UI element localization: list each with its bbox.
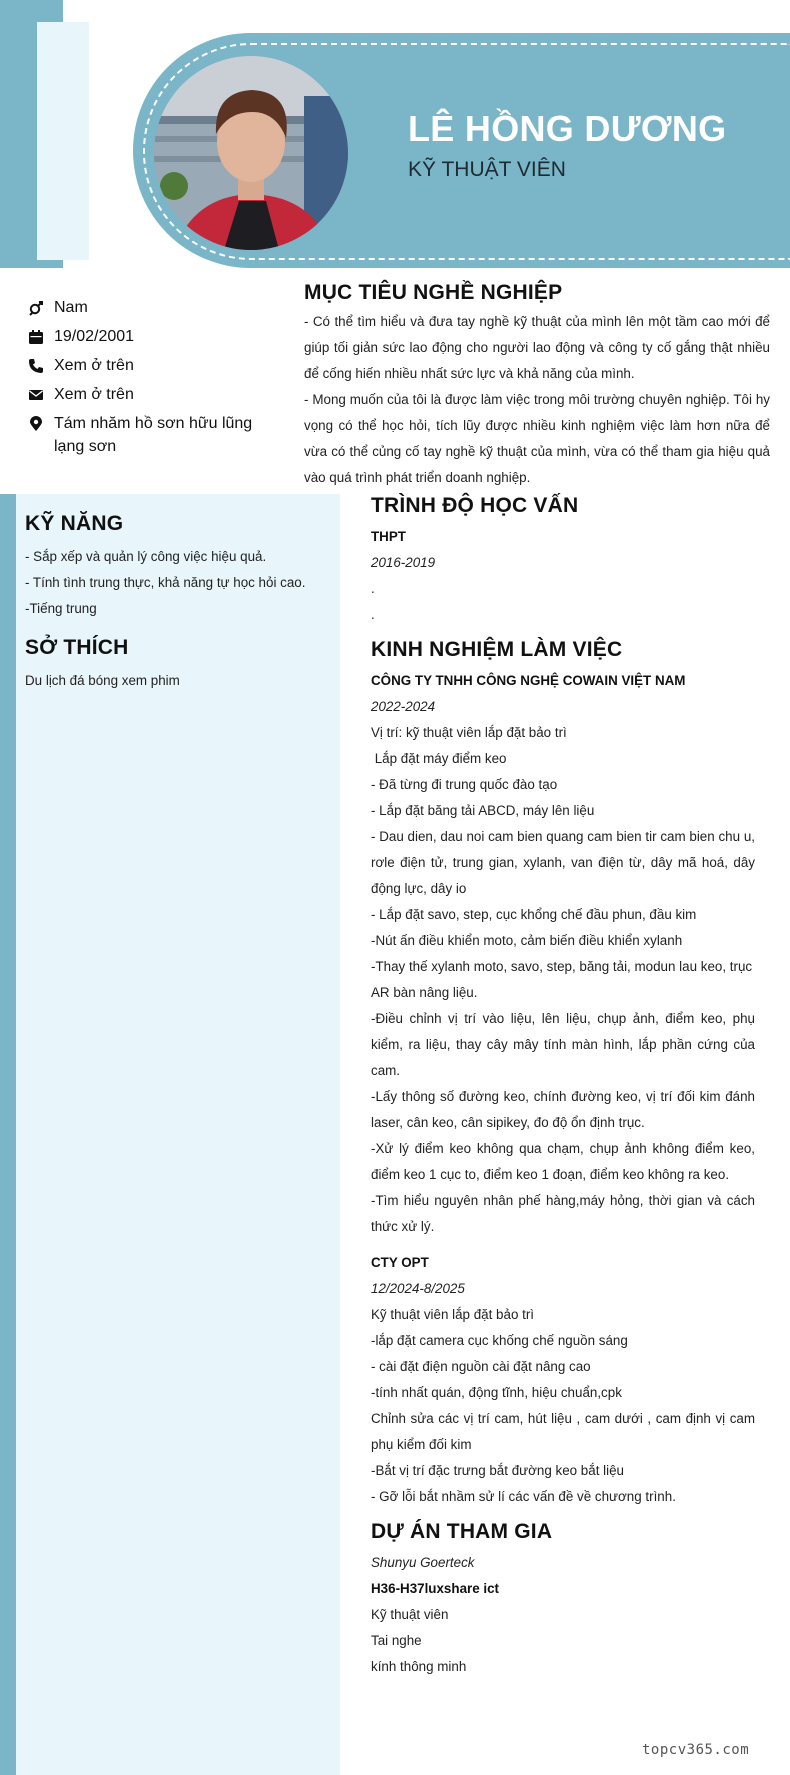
school-name: THPT	[371, 529, 406, 544]
career-objective	[304, 281, 774, 491]
job-detail-line: -Bắt vị trí đặc trưng bắt đường keo bắt liệu	[371, 1463, 624, 1478]
job-detail-line: -Lấy thông số đường keo, chính đường keo, vị trí đối kim đánh laser, cân keo, cân sipikey, đo độ ổn định trục.	[371, 1089, 759, 1130]
job-period: 2022-2024	[371, 699, 436, 714]
gender-icon	[28, 298, 54, 317]
project-line: kính thông minh	[371, 1659, 467, 1674]
birthday-value: 19/02/2001	[54, 328, 135, 345]
skills-title: KỸ NĂNG	[25, 512, 124, 535]
job-detail-line: - Lắp đặt savo, step, cục khổng chế đầu phun, đầu kim	[371, 907, 697, 922]
project-name: H36-H37luxshare ict	[371, 1581, 500, 1596]
phone-icon	[28, 356, 54, 375]
watermark: topcv365.com	[642, 1742, 750, 1758]
phone-value: Xem ở trên	[54, 357, 134, 374]
email-value: Xem ở trên	[54, 386, 134, 403]
objective-text	[304, 309, 774, 491]
job-detail-line: -Tìm hiểu nguyên nhân phế hàng,máy hỏng, thời gian và cách thức xử lý.	[371, 1193, 759, 1234]
job-company: CTY OPT	[371, 1255, 429, 1270]
projects-title: DỰ ÁN THAM GIA	[371, 1520, 553, 1543]
education-line: .	[371, 581, 375, 596]
project-line: Kỹ thuật viên	[371, 1607, 449, 1622]
contact-phone	[28, 356, 268, 375]
contact-info	[28, 298, 268, 468]
job-detail-line: - Lắp đặt băng tải ABCD, máy lên liệu	[371, 803, 595, 818]
job-detail-line: Chỉnh sửa các vị trí cam, hút liệu , cam dưới , cam định vị cam phụ kiểm đối kim	[371, 1411, 759, 1452]
profile-title: KỸ THUẬT VIÊN	[408, 158, 566, 181]
skill-item: - Sắp xếp và quản lý công việc hiệu quả.	[25, 549, 267, 564]
job-detail-line: -Điều chỉnh vị trí vào liệu, lên liệu, chụp ảnh, điểm keo, phụ kiểm, ra liệu, thay cây mây tính màn hình, lắp phần cứng của cam.	[371, 1011, 759, 1078]
profile-name: LÊ HỒNG DƯƠNG	[408, 108, 727, 149]
objective-paragraph: - Có thể tìm hiểu và đưa tay nghề kỹ thuật của mình lên một tầm cao mới để giúp tối giản sức lao động cho người lao động và công ty cố gắng thật nhiều để cống hiến nhiều nhất sức lực và khả năng của mình.	[304, 314, 774, 381]
gender-value: Nam	[54, 299, 88, 316]
job-company: CÔNG TY TNHH CÔNG NGHỆ COWAIN VIỆT NAM	[371, 673, 686, 688]
contact-gender	[28, 298, 268, 317]
address-value: Tám nhăm hồ sơn hữu lũng lạng sơn	[54, 415, 253, 455]
objective-paragraph: - Mong muốn của tôi là được làm việc trong môi trường chuyên nghiệp. Tôi hy vọng có thể học hỏi, tích lũy được nhiều kinh nghiệm việc làm hơn nữa để vừa có thể củng cố tay nghề kỹ thuật của mình, vừa có thể tham gia hiệu quả vào quá trình phát triển doanh nghiệp.	[304, 392, 774, 485]
objective-title: MỤC TIÊU NGHỀ NGHIỆP	[304, 281, 563, 304]
hobbies-text: Du lịch đá bóng xem phim	[25, 673, 180, 688]
education-title: TRÌNH ĐỘ HỌC VẤN	[371, 494, 579, 517]
job-detail-line: -Nút ấn điều khiển moto, cảm biến điều khiển xylanh	[371, 933, 683, 948]
job-period: 12/2024-8/2025	[371, 1281, 465, 1296]
hobbies-title: SỞ THÍCH	[25, 636, 129, 659]
job-detail-line: Lắp đặt máy điểm keo	[371, 751, 507, 766]
skill-item: -Tiếng trung	[25, 601, 97, 616]
contact-address	[28, 414, 268, 458]
experience-title: KINH NGHIỆM LÀM VIỆC	[371, 638, 623, 661]
education-section	[371, 494, 755, 628]
right-column	[371, 494, 759, 1690]
experience-section	[371, 638, 759, 1510]
job-detail-line: Vị trí: kỹ thuật viên lắp đặt bảo trì	[371, 725, 567, 740]
job-entry	[371, 668, 759, 1240]
job-detail-line: -tính nhất quán, động tĩnh, hiệu chuẩn,cpk	[371, 1385, 622, 1400]
job-detail-line: - Dau dien, dau noi cam bien quang cam bien tir cam bien chu u, rơle điện tử, trung gian, xylanh, van điện từ, dây mã hoá, dây động lực, dây io	[371, 829, 759, 896]
project-client: Shunyu Goerteck	[371, 1555, 475, 1570]
job-detail-line: AR bàn nâng liệu.	[371, 985, 478, 1000]
job-detail-line: - Đã từng đi trung quốc đào tạo	[371, 777, 558, 792]
job-detail-line: -lắp đặt camera cục khống chế nguồn sáng	[371, 1333, 628, 1348]
header-left-panel	[37, 22, 89, 260]
contact-birthday	[28, 327, 268, 346]
calendar-icon	[28, 327, 54, 346]
skill-item: - Tính tình trung thực, khả năng tự học hỏi cao.	[25, 575, 306, 590]
job-detail-line: - cài đặt điện nguồn cài đặt nâng cao	[371, 1359, 591, 1374]
job-detail-line: -Xử lý điểm keo không qua chạm, chụp ảnh không điểm keo, điểm keo 1 cục to, điểm keo 1 đoạn, điểm keo không ra keo.	[371, 1141, 759, 1182]
job-entry	[371, 1240, 759, 1510]
lower-left-strip	[0, 494, 16, 1775]
job-list	[371, 668, 759, 1510]
location-icon	[28, 414, 54, 433]
education-line: .	[371, 607, 375, 622]
job-detail-line: Kỹ thuật viên lắp đặt bảo trì	[371, 1307, 535, 1322]
email-icon	[28, 385, 54, 404]
job-detail-line: -Thay thế xylanh moto, savo, step, băng tải, modun lau keo, trục	[371, 959, 753, 974]
education-period: 2016-2019	[371, 555, 436, 570]
contact-email	[28, 385, 268, 404]
projects-section	[371, 1520, 755, 1680]
project-line: Tai nghe	[371, 1633, 422, 1648]
avatar-photo	[154, 56, 348, 250]
left-column	[25, 512, 325, 694]
job-detail-line: - Gỡ lỗi bắt nhầm sử lí các vấn đề về chương trình.	[371, 1489, 676, 1504]
